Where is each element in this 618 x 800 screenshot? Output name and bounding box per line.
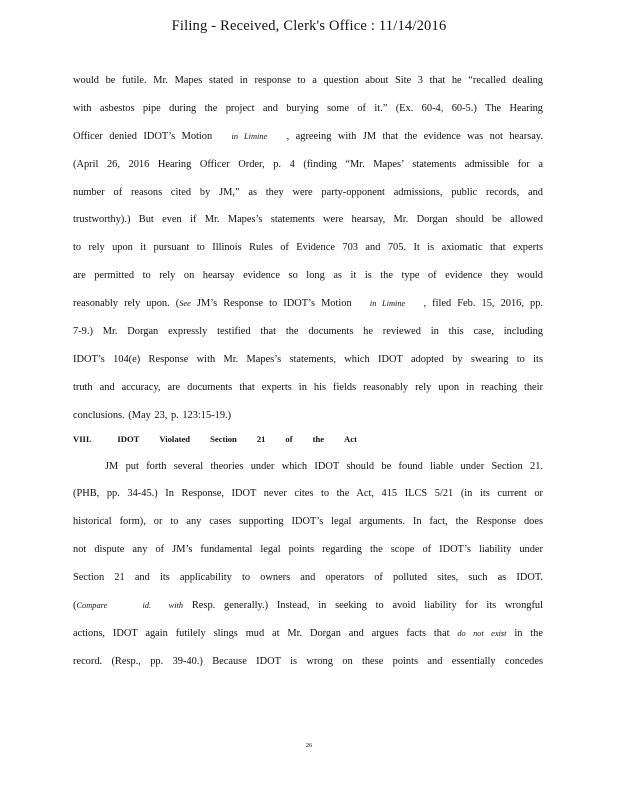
text-line: 7-9.) Mr. Dorgan expressly testified that the documents he reviewed in this case, including: [73, 326, 543, 338]
text-line: are permitted to rely on hearsay evidence so long as it is the type of evidence they would: [73, 270, 543, 282]
heading-word: the: [312, 433, 325, 444]
document-body: [73, 67, 543, 676]
section-number: VIII.: [73, 433, 92, 444]
text-segment: actions, IDOT again futilely slings mud at Mr. Dorgan and argues facts that: [73, 627, 450, 639]
text-line: with asbestos pipe during the project and burying some of it.” (Ex. 60-4, 60-5.) The Hearing: [73, 102, 543, 114]
text-segment: JM’s Response to IDOT’s Motion: [190, 298, 352, 310]
text-line: Section 21 and its applicability to owners and operators of polluted sites, such as IDOT.: [73, 572, 543, 584]
text-line: number of reasons cited by JM,” as they were party-opponent admissions, public records, and: [73, 186, 543, 198]
text-line: conclusions. (May 23, p. 123:15-19.): [73, 409, 232, 421]
text-segment: (: [73, 600, 77, 612]
text-segment: reasonably rely upon. (: [73, 298, 180, 310]
text-line: record. (Resp., pp. 39-40.) Because IDOT is wrong on these points and essentially concedes: [73, 655, 543, 667]
text-line: [73, 123, 543, 151]
heading-word: 21: [256, 433, 266, 444]
text-line: not dispute any of JM’s fundamental legal points regarding the scope of IDOT’s liability under: [73, 544, 543, 556]
italic-term: do not exist: [457, 628, 507, 638]
text-line: IDOT’s 104(e) Response with Mr. Mapes’s statements, which IDOT adopted by swearing to its: [73, 353, 543, 365]
section-heading: [73, 430, 543, 453]
text-segment: Officer denied IDOT’s Motion: [73, 130, 213, 142]
text-segment: , filed Feb. 15, 2016, pp.: [423, 298, 544, 310]
text-line: (PHB, pp. 34-45.) In Response, IDOT never cites to the Act, 415 ILCS 5/21 (in its current or: [73, 488, 543, 500]
italic-term: with: [168, 601, 184, 611]
heading-word: Act: [344, 433, 357, 444]
text-line: trustworthy).) But even if Mr. Mapes’s statements were hearsay, Mr. Dorgan should be allowed: [73, 214, 543, 226]
heading-word: of: [285, 433, 293, 444]
heading-word: Section: [210, 433, 237, 444]
italic-term: in Limine: [231, 131, 268, 141]
text-line: JM put forth several theories under which IDOT should be found liable under Section 21.: [105, 460, 543, 472]
heading-word: Violated: [159, 433, 191, 444]
text-line: [73, 592, 543, 620]
text-line: would be futile. Mr. Mapes stated in response to a question about Site 3 that he “recalled dealing: [73, 75, 543, 86]
text-line: (April 26, 2016 Hearing Officer Order, p. 4 (finding “Mr. Mapes’ statements admissible for a: [73, 158, 543, 170]
italic-term: id.: [142, 601, 152, 611]
text-line: [73, 290, 543, 318]
italic-term: in Limine: [369, 299, 406, 309]
text-line: historical form), or to any cases supporting IDOT’s legal arguments. In fact, the Response does: [73, 516, 543, 528]
italic-term: Compare: [76, 601, 108, 611]
italic-term: See: [179, 299, 191, 309]
filing-header: Filing - Received, Clerk's Office : 11/14/2016: [171, 18, 447, 34]
text-segment: Resp. generally.) Instead, in seeking to avoid liability for its wrongful: [183, 600, 544, 612]
heading-word: IDOT: [117, 433, 140, 444]
text-line: [73, 620, 543, 648]
text-segment: in the: [506, 627, 543, 639]
page-number: 26: [305, 742, 313, 749]
text-line: truth and accuracy, are documents that experts in his fields reasonably rely upon in reaching their: [73, 381, 543, 393]
text-line: to rely upon it pursuant to Illinois Rules of Evidence 703 and 705. It is axiomatic that experts: [73, 242, 543, 254]
text-segment: , agreeing with JM that the evidence was not hearsay.: [286, 130, 544, 142]
